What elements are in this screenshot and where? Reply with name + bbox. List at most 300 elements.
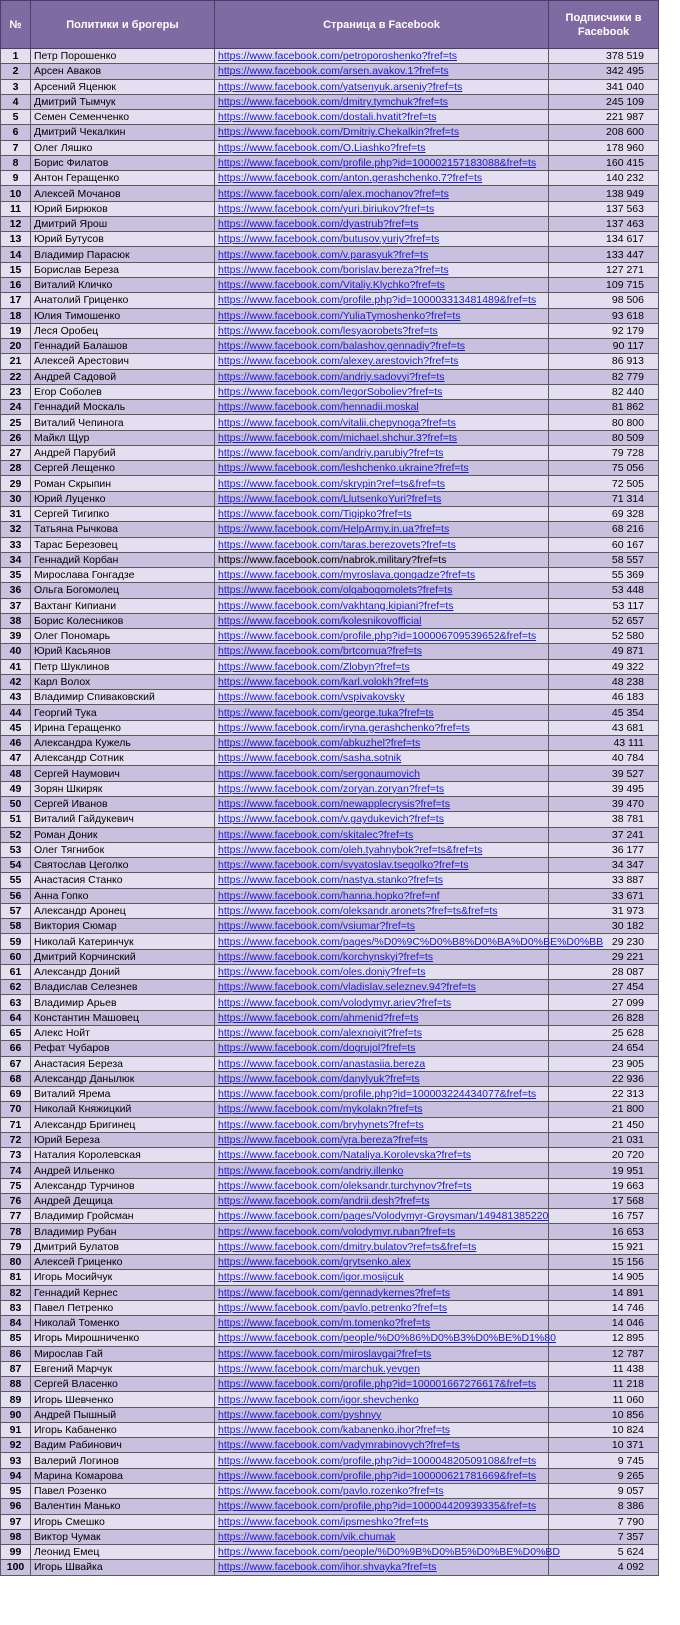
facebook-link[interactable]: https://www.facebook.com/grytsenko.alex [218,1256,411,1269]
facebook-url-cell [215,537,549,552]
facebook-url-cell [215,1514,549,1529]
facebook-url-cell [215,277,549,292]
subscriber-count: 58 557 [549,552,659,567]
facebook-link[interactable]: https://www.facebook.com/petroporoshenko?fref=ts [218,50,458,63]
facebook-link[interactable]: https://www.facebook.com/george.tuka?fref=ts [218,706,434,719]
subscriber-count: 39 495 [549,781,659,796]
subscriber-count: 26 828 [549,1010,659,1025]
person-name: Майкл Щур [31,430,215,445]
facebook-link[interactable]: https://www.facebook.com/alexey.arestovich?fref=ts [218,355,459,368]
row-number: 19 [1,323,31,338]
row-number: 13 [1,232,31,247]
facebook-link[interactable]: https://www.facebook.com/oleksandr.aronets?fref=ts&fref=ts [218,905,498,917]
person-name: Владимир Спиваковский [31,690,215,705]
facebook-link[interactable]: https://www.facebook.com/arsen.avakov.1?fref=ts [218,65,449,78]
table-row [1,1407,659,1422]
row-number: 81 [1,1270,31,1285]
facebook-link[interactable]: https://www.facebook.com/profile.php?id=100000621781669&fref=ts [218,1469,537,1482]
table-row [1,568,659,583]
row-number: 66 [1,1041,31,1056]
facebook-link[interactable]: https://www.facebook.com/profile.php?id=100006709539652&fref=ts [218,630,537,643]
person-name: Павел Розенко [31,1483,215,1498]
facebook-link[interactable]: https://www.facebook.com/vadymrabinovych?fref=ts [218,1439,460,1452]
facebook-url-cell [215,201,549,216]
facebook-link[interactable]: https://www.facebook.com/volodymyr.ariev?fref=ts [218,996,452,1009]
person-name: Валерий Логинов [31,1453,215,1468]
table-row [1,827,659,842]
facebook-url-cell [215,980,549,995]
person-name: Юрий Касьянов [31,644,215,659]
facebook-url-cell [215,1270,549,1285]
facebook-link[interactable]: https://www.facebook.com/vik.chumak [218,1530,396,1543]
table-row [1,1026,659,1041]
person-name: Андрей Дещица [31,1193,215,1208]
facebook-link[interactable]: https://www.facebook.com/volodymyr.ruban?fref=ts [218,1225,456,1238]
table-row [1,995,659,1010]
person-name: Карл Волох [31,674,215,689]
row-number: 74 [1,1163,31,1178]
table-row [1,1056,659,1071]
facebook-link[interactable]: https://www.facebook.com/ipsmeshko?fref=ts [218,1515,429,1528]
table-row [1,247,659,262]
facebook-link[interactable]: https://www.facebook.com/brtcomua?fref=ts [218,645,422,658]
row-number: 70 [1,1102,31,1117]
person-name: Александр Бригинец [31,1117,215,1132]
facebook-link[interactable]: https://www.facebook.com/borislav.bereza?fref=ts [218,263,449,276]
facebook-url-cell [215,888,549,903]
facebook-link[interactable]: https://www.facebook.com/vsiumar?fref=ts [218,920,415,933]
table-row [1,430,659,445]
row-number: 96 [1,1499,31,1514]
facebook-url-cell [215,1102,549,1117]
subscriber-count: 127 271 [549,262,659,277]
subscriber-count: 80 509 [549,430,659,445]
table-row [1,125,659,140]
facebook-link[interactable]: https://www.facebook.com/oleksandr.turchynov?fref=ts [218,1179,472,1192]
facebook-link[interactable]: https://www.facebook.com/v.gaydukevich?fref=ts [218,813,444,826]
row-number: 61 [1,964,31,979]
facebook-link[interactable]: https://www.facebook.com/nabrok.military?fref=ts [218,553,447,566]
table-row [1,537,659,552]
facebook-link[interactable]: https://www.facebook.com/abkuzhel?fref=ts [218,737,421,750]
person-name: Ирина Геращенко [31,720,215,735]
facebook-link[interactable]: https://www.facebook.com/andriy.illenko [218,1164,404,1177]
table-row [1,1545,659,1560]
subscriber-count: 68 216 [549,522,659,537]
facebook-link[interactable]: https://www.facebook.com/skitalec?fref=ts [218,828,414,841]
table-row [1,919,659,934]
subscriber-count: 378 519 [549,49,659,64]
subscriber-count: 22 936 [549,1071,659,1086]
facebook-url-cell [215,186,549,201]
person-name: Владимир Арьев [31,995,215,1010]
facebook-link[interactable]: https://www.facebook.com/profile.php?id=100001667276617&fref=ts [218,1378,537,1391]
facebook-link[interactable]: https://www.facebook.com/andriy.parubiy?fref=ts [218,447,444,460]
subscriber-count: 86 913 [549,354,659,369]
subscriber-count: 39 470 [549,797,659,812]
person-name: Анастасия Станко [31,873,215,888]
subscriber-count: 23 905 [549,1056,659,1071]
person-name: Владимир Гройсман [31,1209,215,1224]
facebook-link[interactable]: https://www.facebook.com/pavlo.rozenko?fref=ts [218,1485,444,1498]
table-row [1,339,659,354]
subscriber-count: 341 040 [549,79,659,94]
person-name: Сергей Лещенко [31,461,215,476]
facebook-link[interactable]: https://www.facebook.com/danylyuk?fref=ts [218,1072,420,1085]
person-name: Александр Доний [31,964,215,979]
row-number: 12 [1,216,31,231]
facebook-link[interactable]: https://www.facebook.com/HelpArmy.in.ua?fref=ts [218,523,450,536]
facebook-link[interactable]: https://www.facebook.com/v.parasyuk?fref=ts [218,248,429,261]
facebook-url-cell [215,140,549,155]
facebook-link[interactable]: https://www.facebook.com/miroslavgai?fref=ts [218,1347,432,1360]
facebook-link[interactable]: https://www.facebook.com/balashov.gennadiy?fref=ts [218,340,465,353]
facebook-link[interactable]: https://www.facebook.com/vladislav.seleznev.94?fref=ts [218,981,476,994]
row-number: 24 [1,400,31,415]
facebook-link[interactable]: https://www.facebook.com/butusov.yuriy?fref=ts [218,233,440,246]
facebook-link[interactable]: https://www.facebook.com/kabanenko.ihor?fref=ts [218,1424,450,1437]
table-row [1,1224,659,1239]
row-number: 11 [1,201,31,216]
facebook-link[interactable]: https://www.facebook.com/svyatoslav.tsegolko?fref=ts [218,859,469,872]
table-row [1,1254,659,1269]
facebook-url-cell [215,812,549,827]
row-number: 58 [1,919,31,934]
facebook-url-cell [215,1316,549,1331]
row-number: 92 [1,1438,31,1453]
facebook-url-cell [215,690,549,705]
facebook-link[interactable]: https://www.facebook.com/andriy.sadovyi?fref=ts [218,370,445,383]
facebook-link[interactable]: https://www.facebook.com/Vitaliy.Klychko?fref=ts [218,279,445,292]
facebook-link[interactable]: https://www.facebook.com/leshchenko.ukraine?fref=ts [218,462,469,475]
facebook-link[interactable]: https://www.facebook.com/profile.php?id=100004420939335&fref=ts [218,1500,537,1513]
facebook-link[interactable]: https://www.facebook.com/yatsenyuk.arseniy?fref=ts [218,80,463,93]
facebook-url-cell [215,94,549,109]
facebook-link[interactable]: https://www.facebook.com/dogrujol?fref=ts [218,1042,416,1055]
person-name: Игорь Швайка [31,1560,215,1575]
facebook-link[interactable]: https://www.facebook.com/profile.php?id=100003313481489&fref=ts [218,294,537,307]
facebook-link[interactable]: https://www.facebook.com/people/%D0%86%D0%B3%D0%BE%D1%80 [218,1332,556,1345]
facebook-link[interactable]: https://www.facebook.com/myroslava.gongadze?fref=ts [218,569,476,582]
facebook-link[interactable]: https://www.facebook.com/Nataliya.Korolevska?fref=ts [218,1149,471,1162]
row-number: 38 [1,613,31,628]
facebook-link[interactable]: https://www.facebook.com/YuliaTymoshenko?fref=ts [218,309,461,322]
subscriber-count: 19 663 [549,1178,659,1193]
facebook-link[interactable]: https://www.facebook.com/vspivakovsky [218,691,405,704]
facebook-url-cell [215,522,549,537]
facebook-link[interactable]: https://www.facebook.com/oles.doniy?fref=ts [218,966,426,979]
facebook-link[interactable]: https://www.facebook.com/O.Liashko?fref=ts [218,141,426,154]
facebook-url-cell [215,568,549,583]
subscriber-count: 14 891 [549,1285,659,1300]
person-name: Олег Ляшко [31,140,215,155]
facebook-link[interactable]: https://www.facebook.com/yra.bereza?fref=ts [218,1133,428,1146]
facebook-link[interactable]: https://www.facebook.com/ahmenid?fref=ts [218,1011,419,1024]
subscriber-count: 21 450 [549,1117,659,1132]
facebook-url-cell [215,858,549,873]
header-page: Страница в Facebook [215,1,549,49]
facebook-link[interactable]: https://www.facebook.com/pyshnyy [218,1408,382,1421]
row-number: 93 [1,1453,31,1468]
facebook-url-cell [215,1392,549,1407]
facebook-url-cell [215,1056,549,1071]
facebook-url-cell [215,613,549,628]
person-name: Константин Машовец [31,1010,215,1025]
row-number: 89 [1,1392,31,1407]
person-name: Юрий Бутусов [31,232,215,247]
table-row [1,186,659,201]
facebook-url-cell [215,919,549,934]
table-row [1,674,659,689]
table-row [1,1102,659,1117]
facebook-link[interactable]: https://www.facebook.com/alexnoiyit?fref=ts [218,1027,422,1040]
subscriber-count: 140 232 [549,171,659,186]
subscriber-count: 5 624 [549,1545,659,1560]
facebook-link[interactable]: https://www.facebook.com/Zlobyn?fref=ts [218,660,410,673]
facebook-url-cell [215,1499,549,1514]
row-number: 39 [1,629,31,644]
row-number: 72 [1,1132,31,1147]
table-row [1,1163,659,1178]
subscriber-count: 138 949 [549,186,659,201]
person-name: Сергей Наумович [31,766,215,781]
facebook-url-cell [215,1438,549,1453]
row-number: 35 [1,568,31,583]
table-row [1,216,659,231]
subscriber-count: 4 092 [549,1560,659,1575]
facebook-link[interactable]: https://www.facebook.com/Tigipko?fref=ts [218,508,412,521]
facebook-link[interactable]: https://www.facebook.com/people/%D0%9B%D0%B5%D0%BE%D0%BD [218,1546,560,1559]
facebook-url-cell [215,1148,549,1163]
facebook-link[interactable]: https://www.facebook.com/skrypin?ref=ts&fref=ts [218,477,446,490]
facebook-url-cell [215,262,549,277]
facebook-link[interactable]: https://www.facebook.com/karl.volokh?fref=ts [218,676,429,689]
table-row [1,522,659,537]
person-name: Владимир Парасюк [31,247,215,262]
facebook-url-cell [215,934,604,949]
table-row [1,1209,659,1224]
facebook-link[interactable]: https://www.facebook.com/Dmitriy.Chekalkin?fref=ts [218,126,460,139]
subscriber-count: 53 448 [549,583,659,598]
facebook-link[interactable]: https://www.facebook.com/korchynskyi?fref=ts [218,950,434,963]
subscriber-count: 53 117 [549,598,659,613]
row-number: 23 [1,384,31,399]
facebook-link[interactable]: https://www.facebook.com/sasha.sotnik [218,752,402,765]
subscriber-count: 10 371 [549,1438,659,1453]
facebook-url-cell [215,110,549,125]
subscriber-count: 31 973 [549,903,659,918]
facebook-url-cell [215,1071,549,1086]
row-number: 55 [1,873,31,888]
facebook-url-cell [215,445,549,460]
row-number: 94 [1,1468,31,1483]
facebook-link[interactable]: https://www.facebook.com/anton.gerashchenko.7?fref=ts [218,172,483,185]
facebook-url-cell [215,247,549,262]
facebook-url-cell [215,797,549,812]
subscriber-count: 29 221 [549,949,659,964]
row-number: 80 [1,1254,31,1269]
facebook-link[interactable]: https://www.facebook.com/profile.php?id=100002157183088&fref=ts [218,156,537,169]
facebook-url-cell [215,354,549,369]
person-name: Борислав Береза [31,262,215,277]
facebook-url-cell [215,1361,549,1376]
row-number: 25 [1,415,31,430]
subscriber-count: 90 117 [549,339,659,354]
facebook-link[interactable]: https://www.facebook.com/vitalii.chepynoga?fref=ts [218,416,456,429]
subscriber-count: 49 871 [549,644,659,659]
person-name: Алексей Мочанов [31,186,215,201]
facebook-url-cell [215,873,549,888]
row-number: 71 [1,1117,31,1132]
row-number: 63 [1,995,31,1010]
facebook-url-cell [215,1468,549,1483]
row-number: 10 [1,186,31,201]
facebook-link[interactable]: https://www.facebook.com/dmitry.tymchuk?fref=ts [218,95,449,108]
row-number: 100 [1,1560,31,1575]
row-number: 22 [1,369,31,384]
facebook-link[interactable]: https://www.facebook.com/yuri.biriukov?fref=ts [218,202,435,215]
person-name: Игорь Смешко [31,1514,215,1529]
facebook-url-cell [215,323,549,338]
row-number: 73 [1,1148,31,1163]
facebook-link[interactable]: https://www.facebook.com/IegorSoboliev?fref=ts [218,385,443,398]
facebook-link[interactable]: https://www.facebook.com/dostali.hvatit?fref=ts [218,111,437,124]
row-number: 16 [1,277,31,292]
facebook-url-cell [215,491,549,506]
facebook-link[interactable]: https://www.facebook.com/dmitry.bulatov?ref=ts&fref=ts [218,1240,477,1253]
table-row [1,735,659,750]
facebook-url-cell [215,155,549,170]
facebook-url-cell [215,1453,549,1468]
person-name: Наталия Королевская [31,1148,215,1163]
facebook-link[interactable]: https://www.facebook.com/olgabogomolets?fref=ts [218,584,453,597]
facebook-link[interactable]: https://www.facebook.com/marchuk.yevgen [218,1362,420,1375]
table-row [1,1392,659,1407]
facebook-url-cell [215,125,549,140]
facebook-link[interactable]: https://www.facebook.com/igor.mosijcuk [218,1271,404,1284]
facebook-link[interactable]: https://www.facebook.com/iryna.gerashchenko?fref=ts [218,721,470,734]
facebook-link[interactable]: https://www.facebook.com/sergonaumovich [218,767,420,780]
table-row [1,277,659,292]
subscriber-count: 11 438 [549,1361,659,1376]
subscriber-count: 178 960 [549,140,659,155]
facebook-link[interactable]: https://www.facebook.com/kolesnikovofficial [218,614,422,627]
facebook-link[interactable]: https://www.facebook.com/pages/%D0%9C%D0%B8%D0%BA%D0%BE%D0%BB [218,935,604,948]
facebook-link[interactable]: https://www.facebook.com/zoryan.zoryan?fref=ts [218,782,445,795]
facebook-link[interactable]: https://www.facebook.com/profile.php?id=100003224434077&fref=ts [218,1088,537,1101]
facebook-link[interactable]: https://www.facebook.com/taras.berezovets?fref=ts [218,538,456,551]
subscriber-count: 82 440 [549,384,659,399]
facebook-link[interactable]: https://www.facebook.com/ihor.shvayka?fref=ts [218,1561,437,1574]
facebook-link[interactable]: https://www.facebook.com/andrii.desh?fref=ts [218,1195,430,1208]
row-number: 51 [1,812,31,827]
person-name: Мирослав Гай [31,1346,215,1361]
person-name: Георгий Тука [31,705,215,720]
person-name: Алексей Гриценко [31,1254,215,1269]
facebook-link[interactable]: https://www.facebook.com/pavlo.petrenko?fref=ts [218,1301,448,1314]
facebook-url-cell [215,79,549,94]
person-name: Дмитрий Тымчук [31,94,215,109]
row-number: 18 [1,308,31,323]
facebook-link[interactable]: https://www.facebook.com/michael.shchur.3?fref=ts [218,431,457,444]
facebook-link[interactable]: https://www.facebook.com/hennadii.moskal [218,401,419,414]
table-row [1,1529,659,1544]
facebook-link[interactable]: https://www.facebook.com/anastasiia.bereza [218,1057,426,1070]
subscriber-count: 52 657 [549,613,659,628]
row-number: 59 [1,934,31,949]
facebook-link[interactable]: https://www.facebook.com/igor.shevchenko [218,1393,419,1406]
person-name: Борис Колесников [31,613,215,628]
person-name: Антон Геращенко [31,171,215,186]
facebook-link[interactable]: https://www.facebook.com/mykolakn?fref=ts [218,1103,423,1116]
facebook-url-cell [215,1224,549,1239]
facebook-url-cell [215,461,549,476]
facebook-url-cell [215,766,549,781]
person-name: Виталий Ярема [31,1087,215,1102]
subscriber-count: 14 746 [549,1300,659,1315]
subscriber-count: 27 099 [549,995,659,1010]
facebook-link[interactable]: https://www.facebook.com/gennadykernes?fref=ts [218,1286,450,1299]
facebook-link[interactable]: https://www.facebook.com/oleh.tyahnybok?ref=ts&fref=ts [218,843,483,856]
facebook-link[interactable]: https://www.facebook.com/m.tomenko?fref=ts [218,1317,431,1330]
row-number: 42 [1,674,31,689]
person-name: Юлия Тимошенко [31,308,215,323]
subscriber-count: 137 463 [549,216,659,231]
facebook-link[interactable]: https://www.facebook.com/nastya.stanko?fref=ts [218,874,443,887]
table-row [1,49,659,64]
subscriber-count: 28 087 [549,964,659,979]
facebook-link[interactable]: https://www.facebook.com/newapplecrysis?fref=ts [218,798,450,811]
person-name: Татьяна Рычкова [31,522,215,537]
subscriber-count: 16 757 [549,1209,659,1224]
person-name: Игорь Мосийчук [31,1270,215,1285]
table-row [1,1178,659,1193]
facebook-link[interactable]: https://www.facebook.com/profile.php?id=100004820509108&fref=ts [218,1454,537,1467]
person-name: Вахтанг Кипиани [31,598,215,613]
table-row [1,461,659,476]
facebook-link[interactable]: https://www.facebook.com/bryhynets?fref=ts [218,1118,424,1131]
person-name: Александр Аронец [31,903,215,918]
facebook-link[interactable]: https://www.facebook.com/hanna.hopko?fref=nf [218,889,440,902]
facebook-url-cell [215,781,549,796]
table-row [1,873,659,888]
person-name: Рефат Чубаров [31,1041,215,1056]
table-row [1,1468,659,1483]
subscriber-count: 160 415 [549,155,659,170]
facebook-url-cell [215,1041,549,1056]
subscriber-count: 39 527 [549,766,659,781]
facebook-link[interactable]: https://www.facebook.com/lesyaorobets?fref=ts [218,324,438,337]
table-body [1,49,659,1576]
subscriber-count: 10 824 [549,1422,659,1437]
facebook-link[interactable]: https://www.facebook.com/LlutsenkoYuri?fref=ts [218,492,442,505]
facebook-link[interactable]: https://www.facebook.com/vakhtang.kipiani?fref=ts [218,599,454,612]
facebook-url-cell [215,1407,549,1422]
table-row [1,1132,659,1147]
facebook-link[interactable]: https://www.facebook.com/pages/Volodymyr-Groysman/149481385220 [218,1210,549,1223]
person-name: Игорь Мирошниченко [31,1331,215,1346]
facebook-url-cell [215,720,549,735]
table-row [1,644,659,659]
table-row [1,552,659,567]
row-number: 69 [1,1087,31,1102]
facebook-link[interactable]: https://www.facebook.com/alex.mochanov?fref=ts [218,187,449,200]
row-number: 21 [1,354,31,369]
row-number: 2 [1,64,31,79]
person-name: Дмитрий Корчинский [31,949,215,964]
person-name: Анна Гопко [31,888,215,903]
facebook-link[interactable]: https://www.facebook.com/dyastrub?fref=ts [218,218,419,231]
